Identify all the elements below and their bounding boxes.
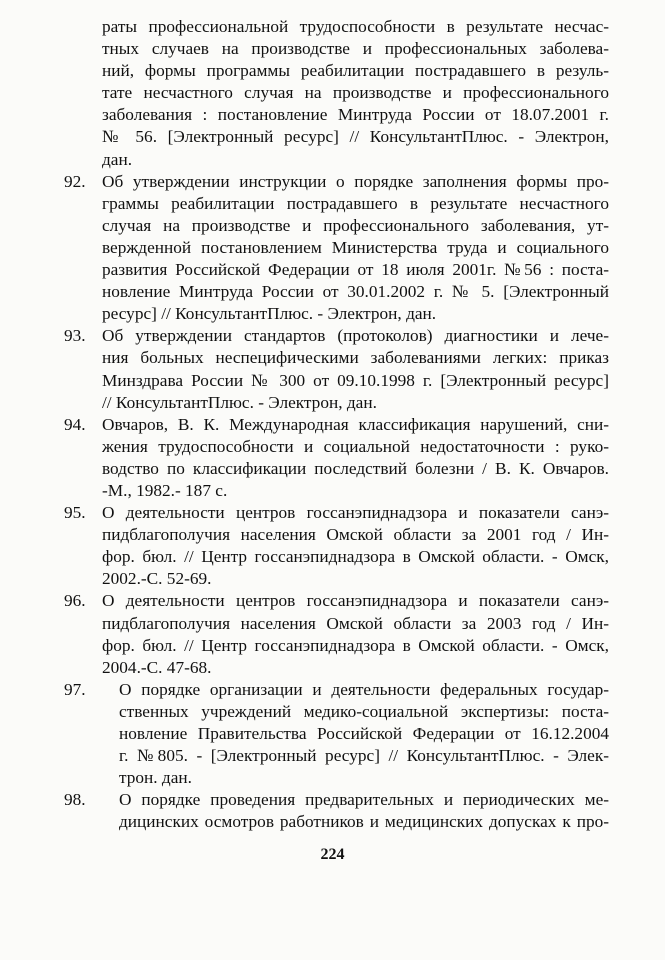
text-line: О деятельности центров госсанэпиднадзора и показатели санэ-	[102, 591, 609, 611]
text-line: дицинских осмотров работников и медицинских допусках к про-	[119, 812, 609, 832]
text-line: 2002.-С. 52-69.	[102, 569, 212, 589]
text-line: Овчаров, В. К. Международная классификация нарушений, сни-	[102, 414, 609, 434]
text-line: Об утверждении стандартов (протоколов) диагностики и лече-	[102, 326, 609, 346]
text-line: граммы реабилитации пострадавшего в результате несчастного	[102, 193, 609, 213]
bibliography-entry-97	[64, 679, 609, 789]
text-line: тате несчастного случая на производстве и профессионального	[102, 83, 609, 103]
text-line: О порядке организации и деятельности федеральных государ-	[119, 679, 609, 699]
text-line: -М., 1982.- 187 с.	[102, 480, 228, 500]
entry-text	[102, 325, 609, 413]
text-line: раты профессиональной трудоспособности в результате несчас-	[102, 17, 609, 36]
text-line: жения трудоспособности и социальной недостаточности : руко-	[102, 436, 609, 456]
entry-text	[119, 789, 609, 833]
text-line: О порядке проведения предварительных и периодических ме-	[119, 790, 609, 810]
entry-number: 92.	[64, 171, 86, 191]
entry-text	[102, 502, 609, 590]
entry-text	[119, 679, 609, 789]
entry-number: 96.	[64, 591, 86, 611]
text-line: Минздрава России № 300 от 09.10.1998 г. [Электронный ресурс]	[102, 370, 609, 390]
entry-number: 93.	[64, 326, 86, 346]
text-line: случая на производстве и профессионального заболевания, ут-	[102, 215, 609, 235]
page-number: 224	[320, 846, 345, 863]
text-line: заболевания : постановление Минтруда России от 18.07.2001 г.	[102, 105, 609, 125]
text-line: тных случаев на производстве и профессиональных заболева-	[102, 39, 609, 59]
text-line: вержденной постановлением Министерства труда и социального	[102, 237, 609, 257]
bibliography-entry-98	[64, 789, 609, 833]
text-line: ния больных неспецифическими заболеваниями легких: приказ	[102, 348, 609, 368]
entry-number: 97.	[64, 679, 86, 699]
text-line: г. №805. - [Электронный ресурс] // КонсультантПлюс. - Элек-	[119, 746, 609, 766]
entry-text	[102, 414, 609, 502]
bibliography-list	[64, 16, 609, 833]
text-line: дан.	[102, 149, 133, 169]
text-line: развития Российской Федерации от 18 июля 2001г. №56 : поста-	[102, 260, 609, 280]
text-line: фор. бюл. // Центр госсанэпиднадзора в Омской области. - Омск,	[102, 547, 609, 567]
entry-text	[102, 590, 609, 678]
bibliography-entry-continued	[64, 16, 609, 171]
entry-number: 98.	[64, 790, 86, 810]
entry-number: 94.	[64, 414, 86, 434]
text-line: новление Правительства Российской Федерации от 16.12.2004	[119, 724, 609, 743]
text-line: ресурс] // КонсультантПлюс. - Электрон, дан.	[102, 304, 437, 324]
text-line: трон. дан.	[119, 768, 192, 788]
entry-number: 95.	[64, 503, 86, 523]
bibliography-entry-96	[64, 590, 609, 678]
text-line: ний, формы программы реабилитации пострадавшего в резуль-	[102, 61, 609, 81]
bibliography-entry-93	[64, 325, 609, 413]
text-line: Об утверждении инструкции о порядке заполнения формы про-	[102, 171, 609, 191]
bibliography-entry-95	[64, 502, 609, 590]
text-line: новление Минтруда России от 30.01.2002 г. № 5. [Электронный	[102, 282, 609, 302]
text-line: О деятельности центров госсанэпиднадзора и показатели санэ-	[102, 503, 609, 523]
bibliography-entry-92	[64, 171, 609, 326]
entry-text	[102, 171, 609, 326]
bibliography-entry-94	[64, 414, 609, 502]
text-line: водство по классификации последствий болезни / В. К. Овчаров.	[102, 458, 609, 478]
text-line: фор. бюл. // Центр госсанэпиднадзора в Омской области. - Омск,	[102, 635, 609, 655]
text-line: пидблагополучия населения Омской области за 2003 год / Ин-	[102, 613, 609, 633]
text-line: // КонсультантПлюс. - Электрон, дан.	[102, 392, 377, 412]
text-line: № 56. [Электронный ресурс] // КонсультантПлюс. - Электрон,	[102, 127, 609, 147]
text-line: 2004.-С. 47-68.	[102, 657, 212, 677]
text-line: пидблагополучия населения Омской области за 2001 год / Ин-	[102, 525, 609, 545]
text-line: ственных учреждений медико-социальной экспертизы: поста-	[119, 701, 609, 721]
entry-text	[64, 16, 609, 171]
